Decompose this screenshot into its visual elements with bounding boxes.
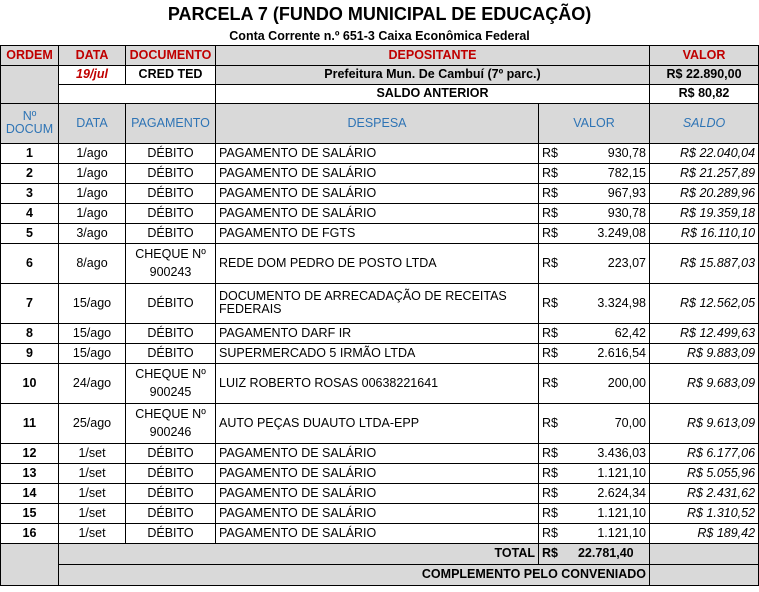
header-valor: VALOR: [650, 45, 759, 65]
header-saldo: SALDO: [650, 103, 759, 143]
value-cell: [539, 503, 650, 523]
expense-cell: PAGAMENTO DE SALÁRIO: [216, 503, 539, 523]
expense-cell: DOCUMENTO DE ARRECADAÇÃO DE RECEITAS FEDERAIS: [216, 283, 539, 323]
date-cell: 1/set: [59, 463, 126, 483]
currency-symbol: R$: [542, 325, 558, 340]
saldo-anterior-blank: [59, 84, 216, 103]
date-cell: 1/set: [59, 483, 126, 503]
payment-cell: DÉBITO: [126, 163, 216, 183]
expense-cell: REDE DOM PEDRO DE POSTO LTDA: [216, 243, 539, 283]
value-amount: 223,07: [607, 255, 646, 270]
table-row: [1, 183, 759, 203]
balance-cell: R$ 16.110,10: [650, 223, 759, 243]
expense-cell: PAGAMENTO DE SALÁRIO: [216, 463, 539, 483]
value-amount: 70,00: [614, 415, 646, 430]
complemento-row: [1, 564, 759, 585]
value-cell: [539, 163, 650, 183]
expense-cell: SUPERMERCADO 5 IRMÃO LTDA: [216, 343, 539, 363]
table-row: [1, 463, 759, 483]
num-cell: 10: [1, 363, 59, 403]
date-cell: 25/ago: [59, 403, 126, 443]
num-cell: 11: [1, 403, 59, 443]
payment-cell: DÉBITO: [126, 443, 216, 463]
currency-symbol: R$: [542, 345, 558, 360]
deposit-header-row: [1, 45, 759, 65]
payment-cell: DÉBITO: [126, 343, 216, 363]
currency-symbol: R$: [542, 205, 558, 220]
complemento-blank: [650, 564, 759, 585]
date-cell: 1/ago: [59, 203, 126, 223]
currency-symbol: R$: [542, 255, 558, 270]
payment-cell: DÉBITO: [126, 523, 216, 543]
balance-cell: R$ 19.359,18: [650, 203, 759, 223]
num-cell: 3: [1, 183, 59, 203]
value-cell: [539, 363, 650, 403]
value-amount: 930,78: [607, 145, 646, 160]
payment-cell: DÉBITO: [126, 483, 216, 503]
total-blank-left: [1, 543, 59, 585]
value-cell: [539, 463, 650, 483]
currency-symbol: R$: [542, 525, 558, 540]
account-subtitle: Conta Corrente n.º 651-3 Caixa Econômica Federal: [229, 28, 530, 43]
header-exp-data: DATA: [59, 103, 126, 143]
table-row: [1, 363, 759, 403]
payment-cell: DÉBITO: [126, 223, 216, 243]
date-cell: 1/set: [59, 503, 126, 523]
saldo-anterior-value: R$ 80,82: [650, 84, 759, 103]
value-amount: 782,15: [607, 165, 646, 180]
payment-cell: DÉBITO: [126, 283, 216, 323]
balance-cell: R$ 15.887,03: [650, 243, 759, 283]
balance-cell: R$ 9.613,09: [650, 403, 759, 443]
num-cell: 12: [1, 443, 59, 463]
payment-cell: DÉBITO: [126, 503, 216, 523]
currency-symbol: R$: [542, 225, 558, 240]
date-cell: 1/set: [59, 523, 126, 543]
total-row: [1, 543, 759, 564]
payment-cell: CHEQUE Nº 900245: [126, 363, 216, 403]
value-cell: [539, 403, 650, 443]
balance-cell: R$ 22.040,04: [650, 143, 759, 163]
balance-cell: R$ 2.431,62: [650, 483, 759, 503]
page-title: PARCELA 7 (FUNDO MUNICIPAL DE EDUCAÇÃO): [167, 3, 592, 24]
num-cell: 6: [1, 243, 59, 283]
value-cell: [539, 223, 650, 243]
balance-cell: R$ 189,42: [650, 523, 759, 543]
table-row: [1, 503, 759, 523]
payment-cell: DÉBITO: [126, 203, 216, 223]
deposit-depositor: Prefeitura Mun. De Cambuí (7º parc.): [216, 65, 650, 84]
saldo-anterior-row: [1, 84, 759, 103]
value-amount: 1.121,10: [597, 525, 646, 540]
deposit-ordem-cell: [1, 65, 59, 103]
value-amount: 200,00: [607, 375, 646, 390]
total-blank-right: [650, 543, 759, 564]
value-amount: 2.624,34: [597, 485, 646, 500]
currency-symbol: R$: [542, 445, 558, 460]
payment-cell: CHEQUE Nº 900246: [126, 403, 216, 443]
deposit-document: CRED TED: [126, 65, 216, 84]
value-amount: 3.324,98: [597, 295, 646, 310]
value-cell: [539, 243, 650, 283]
expense-cell: PAGAMENTO DE SALÁRIO: [216, 143, 539, 163]
value-cell: [539, 323, 650, 343]
balance-cell: R$ 9.883,09: [650, 343, 759, 363]
num-cell: 15: [1, 503, 59, 523]
header-ordem: ORDEM: [1, 45, 59, 65]
value-cell: [539, 143, 650, 163]
currency-symbol: R$: [542, 375, 558, 390]
currency-symbol: R$: [542, 485, 558, 500]
deposit-date: 19/jul: [59, 65, 126, 84]
value-amount: 967,93: [607, 185, 646, 200]
balance-cell: R$ 12.499,63: [650, 323, 759, 343]
balance-cell: R$ 20.289,96: [650, 183, 759, 203]
expense-cell: PAGAMENTO DE SALÁRIO: [216, 443, 539, 463]
header-documento: DOCUMENTO: [126, 45, 216, 65]
expense-cell: PAGAMENTO DE SALÁRIO: [216, 523, 539, 543]
table-row: [1, 403, 759, 443]
value-amount: 1.121,10: [597, 465, 646, 480]
table-row: [1, 523, 759, 543]
value-amount: 3.436,03: [597, 445, 646, 460]
deposit-row: [1, 65, 759, 84]
header-num-docum: Nº DOCUM: [1, 103, 59, 143]
saldo-anterior-label: SALDO ANTERIOR: [216, 84, 650, 103]
expense-cell: PAGAMENTO DE FGTS: [216, 223, 539, 243]
currency-symbol: R$: [542, 185, 558, 200]
payment-cell: CHEQUE Nº 900243: [126, 243, 216, 283]
date-cell: 8/ago: [59, 243, 126, 283]
expense-cell: PAGAMENTO DE SALÁRIO: [216, 483, 539, 503]
table-row: [1, 243, 759, 283]
table-row: [1, 283, 759, 323]
currency-symbol: R$: [542, 505, 558, 520]
header-data: DATA: [59, 45, 126, 65]
value-amount: 3.249,08: [597, 225, 646, 240]
currency-symbol: R$: [542, 295, 558, 310]
num-cell: 2: [1, 163, 59, 183]
header-pagamento: PAGAMENTO: [126, 103, 216, 143]
date-cell: 15/ago: [59, 283, 126, 323]
currency-symbol: R$: [542, 145, 558, 160]
table-row: [1, 443, 759, 463]
num-cell: 14: [1, 483, 59, 503]
value-cell: [539, 483, 650, 503]
total-currency: R$: [542, 546, 558, 560]
total-value-cell: [539, 543, 650, 564]
value-cell: [539, 343, 650, 363]
currency-symbol: R$: [542, 165, 558, 180]
date-cell: 1/ago: [59, 163, 126, 183]
payment-cell: DÉBITO: [126, 323, 216, 343]
expense-header-row: [1, 103, 759, 143]
table-row: [1, 343, 759, 363]
table-row: [1, 203, 759, 223]
expense-cell: PAGAMENTO DARF IR: [216, 323, 539, 343]
value-cell: [539, 523, 650, 543]
num-cell: 5: [1, 223, 59, 243]
table-row: [1, 143, 759, 163]
date-cell: 1/set: [59, 443, 126, 463]
num-cell: 16: [1, 523, 59, 543]
date-cell: 3/ago: [59, 223, 126, 243]
expense-cell: PAGAMENTO DE SALÁRIO: [216, 183, 539, 203]
value-cell: [539, 283, 650, 323]
balance-cell: R$ 12.562,05: [650, 283, 759, 323]
complemento-label: COMPLEMENTO PELO CONVENIADO: [59, 564, 650, 585]
header-exp-valor: VALOR: [539, 103, 650, 143]
currency-symbol: R$: [542, 415, 558, 430]
header-despesa: DESPESA: [216, 103, 539, 143]
date-cell: 15/ago: [59, 343, 126, 363]
total-label: TOTAL: [59, 543, 539, 564]
date-cell: 24/ago: [59, 363, 126, 403]
num-cell: 1: [1, 143, 59, 163]
num-cell: 4: [1, 203, 59, 223]
payment-cell: DÉBITO: [126, 463, 216, 483]
payment-cell: DÉBITO: [126, 183, 216, 203]
payment-cell: DÉBITO: [126, 143, 216, 163]
value-cell: [539, 203, 650, 223]
balance-cell: R$ 5.055,96: [650, 463, 759, 483]
num-cell: 13: [1, 463, 59, 483]
date-cell: 1/ago: [59, 143, 126, 163]
table-row: [1, 223, 759, 243]
expense-cell: AUTO PEÇAS DUAUTO LTDA-EPP: [216, 403, 539, 443]
table-row: [1, 163, 759, 183]
deposit-value: R$ 22.890,00: [650, 65, 759, 84]
expense-cell: PAGAMENTO DE SALÁRIO: [216, 163, 539, 183]
num-cell: 9: [1, 343, 59, 363]
expense-cell: LUIZ ROBERTO ROSAS 00638221641: [216, 363, 539, 403]
date-cell: 15/ago: [59, 323, 126, 343]
value-amount: 1.121,10: [597, 505, 646, 520]
balance-cell: R$ 1.310,52: [650, 503, 759, 523]
balance-cell: R$ 6.177,06: [650, 443, 759, 463]
value-amount: 2.616,54: [597, 345, 646, 360]
value-cell: [539, 443, 650, 463]
currency-symbol: R$: [542, 465, 558, 480]
value-amount: 930,78: [607, 205, 646, 220]
table-row: [1, 323, 759, 343]
date-cell: 1/ago: [59, 183, 126, 203]
expense-cell: PAGAMENTO DE SALÁRIO: [216, 203, 539, 223]
total-value: 22.781,40: [577, 546, 634, 560]
balance-cell: R$ 9.683,09: [650, 363, 759, 403]
value-amount: 62,42: [614, 325, 646, 340]
table-row: [1, 483, 759, 503]
num-cell: 8: [1, 323, 59, 343]
value-cell: [539, 183, 650, 203]
num-cell: 7: [1, 283, 59, 323]
header-depositante: DEPOSITANTE: [216, 45, 650, 65]
balance-cell: R$ 21.257,89: [650, 163, 759, 183]
